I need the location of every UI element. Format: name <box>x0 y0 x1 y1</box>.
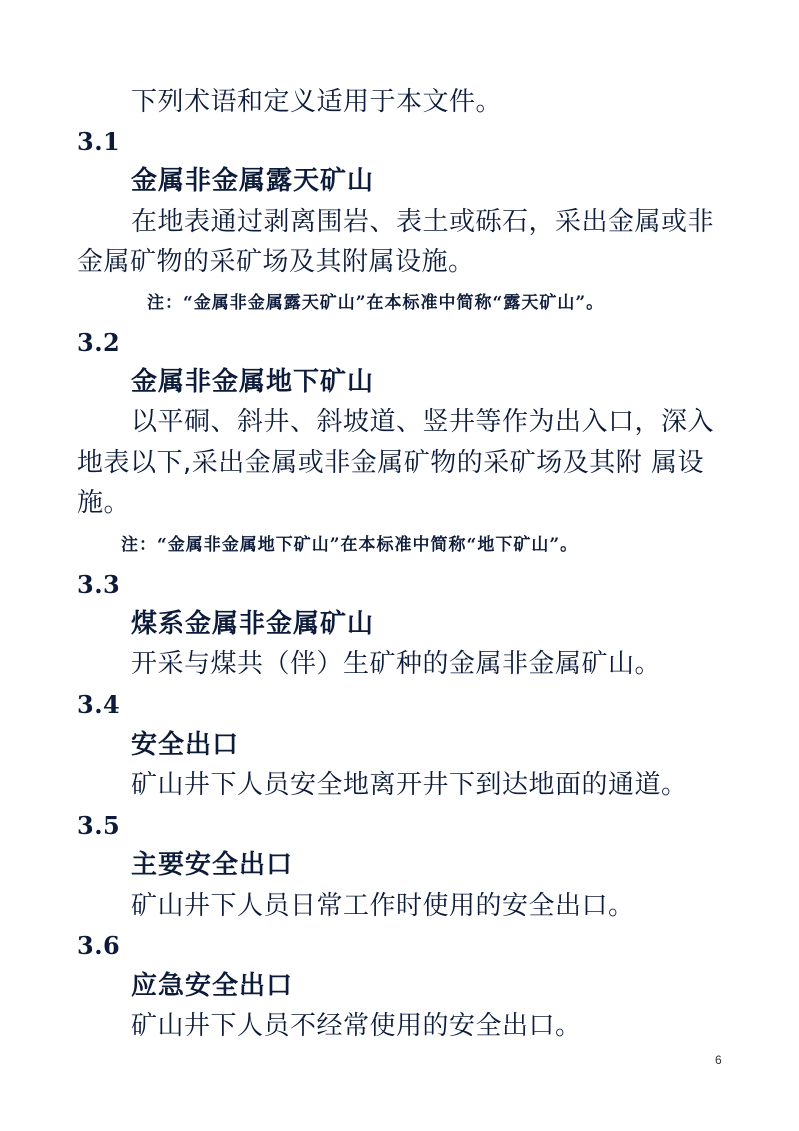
definition-line: 金属矿物的采矿场及其附属设施。 <box>77 247 475 277</box>
section-number: 3.1 <box>77 127 121 156</box>
section-number: 3.2 <box>77 328 121 357</box>
page-number: 6 <box>715 1053 722 1067</box>
definition-line: 在地表通过剥离围岩、表土或砾石，采出金属或非 <box>131 207 715 237</box>
section-number: 3.6 <box>77 931 121 960</box>
section-term: 金属非金属露天矿山 <box>131 166 375 196</box>
section-term: 应急安全出口 <box>131 971 294 1001</box>
section-term: 煤系金属非金属矿山 <box>131 609 375 639</box>
section-number: 3.3 <box>77 570 121 599</box>
section-term: 安全出口 <box>131 730 240 760</box>
section-term: 金属非金属地下矿山 <box>131 367 375 397</box>
section-number: 3.4 <box>77 690 121 719</box>
definition-line: 开采与煤共（伴）生矿种的金属非金属矿山。 <box>131 649 662 679</box>
definition-line: 地表以下,采出金属或非金属矿物的采矿场及其附 属设 <box>77 448 705 478</box>
definition-line: 矿山井下人员安全地离开井下到达地面的通道。 <box>131 770 688 800</box>
section-note: 注：“金属非金属露天矿山”在本标准中简称“露天矿山”。 <box>147 293 605 313</box>
section-number: 3.5 <box>77 811 121 840</box>
intro-text: 下列术语和定义适用于本文件。 <box>131 87 503 117</box>
definition-line: 施。 <box>77 488 131 518</box>
definition-line: 矿山井下人员日常工作时使用的安全出口。 <box>131 891 635 921</box>
definition-line: 矿山井下人员不经常使用的安全出口。 <box>131 1011 582 1041</box>
section-note: 注：“金属非金属地下矿山”在本标准中简称“地下矿山”。 <box>121 535 579 555</box>
section-term: 主要安全出口 <box>131 850 294 880</box>
definition-line: 以平硐、斜井、斜坡道、竖井等作为出入口，深入 <box>131 407 715 437</box>
